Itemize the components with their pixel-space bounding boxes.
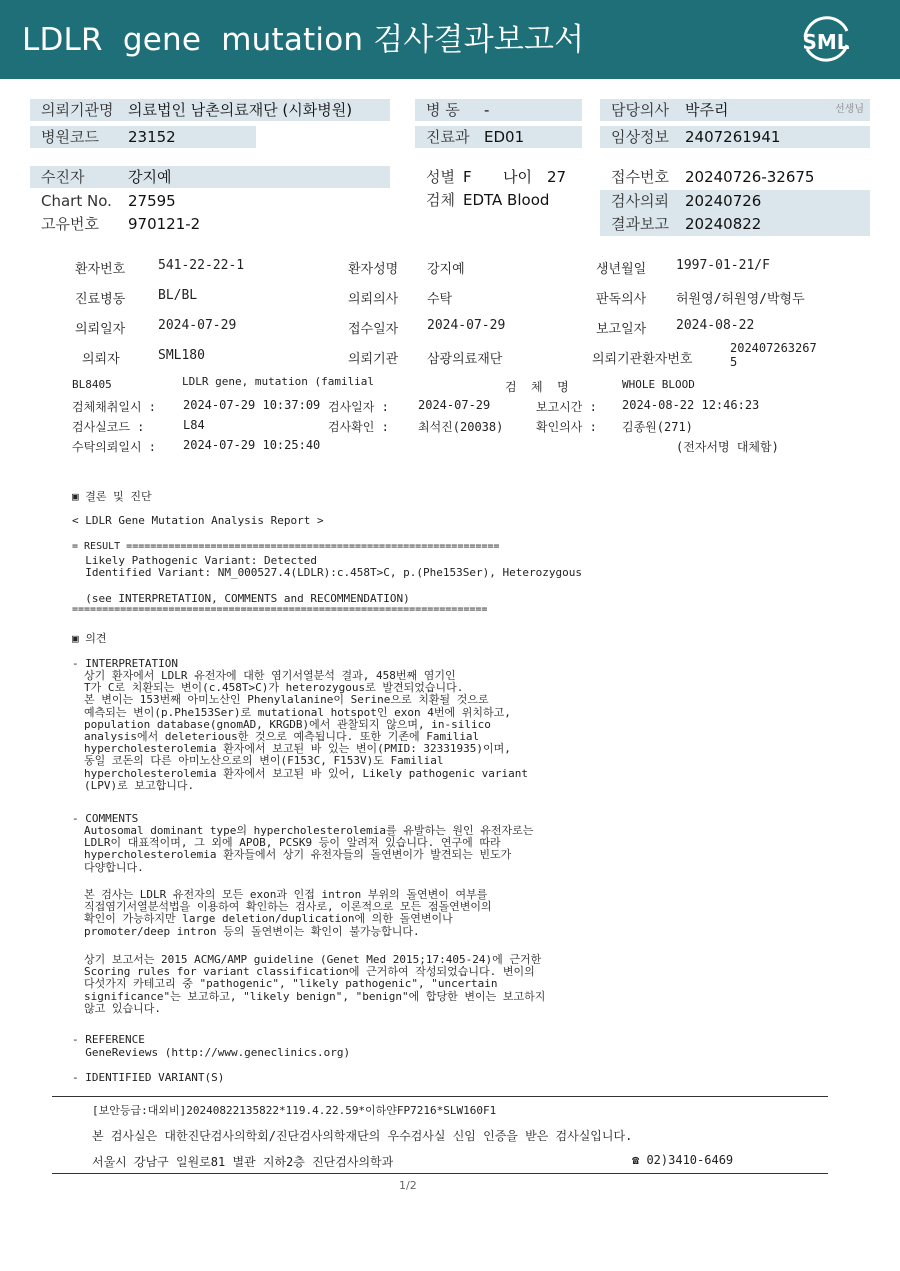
birth-label: 생년월일 [596,262,647,277]
test-name: LDLR gene, mutation (familial [182,375,375,388]
result-section-title: ▣ 결론 및 진단 [72,490,152,503]
doctor-suffix: 선생님 [835,104,864,115]
req-doctor-value: 수탁 [427,292,453,307]
report-time-value: 2024-08-22 12:46:23 [622,398,760,412]
requester-value: SML180 [158,348,205,363]
ward-label: 병 동 [426,101,460,119]
req-date-value: 2024-07-29 [158,318,237,333]
esign-note: (전자서명 대체함) [676,440,779,454]
comments-heading: - COMMENTS [72,812,139,825]
req-inst-label: 의뢰기관 [348,352,399,367]
room-value: L84 [183,418,205,432]
req-inst-value: 삼광의료재단 [427,352,503,367]
address-line: 서울시 강남구 일원로81 별관 지하2층 진단검사의학과 [92,1155,394,1169]
age-label: 나이 [503,168,532,186]
opinion-title: ▣ 의견 [72,632,107,645]
reader-label: 판독의사 [596,292,647,307]
hospital-code-value: 23152 [128,128,176,146]
chart-field [30,190,390,212]
report-time-label: 보고시간 : [536,400,597,414]
collect-value: 2024-07-29 10:37:09 [183,398,321,412]
requester-label: 의뢰자 [82,352,120,367]
ward-field [415,99,582,121]
institution-value: 의료법인 남촌의료재단 (시화병원) [128,101,353,119]
clinical-label: 임상정보 [611,128,669,146]
req-inst-patient-label: 의뢰기관환자번호 [592,352,693,367]
report-title: LDLR gene mutation 검사결과보고서 [22,22,585,58]
report-label: 결과보고 [611,215,669,233]
result-line-1: Likely Pathogenic Variant: Detected [72,554,318,567]
receipt-label: 접수번호 [611,168,669,186]
logo-text: SML [802,30,850,54]
footer-top-divider [52,1096,828,1097]
page-number: 1/2 [399,1179,417,1192]
header-banner [0,0,900,79]
ward-value: - [484,101,490,119]
specimen-value: EDTA Blood [463,191,550,209]
unique-value: 970121-2 [128,215,201,233]
sex-label: 성별 [426,168,455,186]
sml-logo [797,11,855,67]
birth-value: 1997-01-21/F [676,258,770,273]
chart-label: Chart No. [41,192,112,210]
patient-value: 강지예 [128,168,172,186]
confirm-doc-value: 김종원(271) [622,420,693,434]
req-inst-patient-value-1: 202407263267 [730,341,817,355]
report-value: 20240822 [685,215,762,233]
patient-field [30,166,390,188]
patient-label: 수진자 [41,168,85,186]
reader-value: 허원영/허원영/박형두 [676,292,805,307]
dept-value: ED01 [484,128,525,146]
reference-text: GeneReviews (http://www.geneclinics.org) [72,1046,351,1059]
dept-label: 진료과 [426,128,470,146]
institution-label: 의뢰기관명 [41,101,114,119]
test-date-label: 검사일자 : [328,400,389,414]
end-rule: ===================================================================== [72,604,488,615]
hospital-code-label: 병원코드 [41,128,99,146]
specimen-field [415,189,595,211]
doctor-label: 담당의사 [611,101,669,119]
confirm-value: 최석진(20038) [418,420,504,434]
receipt-value: 20240726-32675 [685,168,815,186]
consign-label: 수탁의뢰일시 : [72,440,157,454]
patient-name-label: 환자성명 [348,262,399,277]
unique-field [30,213,390,235]
request-report-field [600,190,870,236]
comments-para-1: Autosomal dominant type의 hypercholesterolemia를 유발하는 원인 유전자로는 LDLR이 대표적이며, 그 외에 APOB, PCSK9 등이 알려져 있습니다. 연구에 따라 hypercholesterolemia 환자들에서 상기 유전자들의 돌연변이가 발견되는 빈도가 다양합니다. [84,824,534,874]
see-line: (see INTERPRETATION, COMMENTS and RECOMMENDATION) [72,592,410,605]
test-code: BL8405 [72,378,112,391]
receipt-field [600,166,870,188]
doctor-field [600,99,870,121]
req-inst-patient-value-2: 5 [730,355,738,369]
identified-variant-heading: - IDENTIFIED VARIANT(S) [72,1071,225,1084]
result-line-2: Identified Variant: NM_000527.4(LDLR):c.458T>C, p.(Phe153Ser), Heterozygous [72,566,582,579]
interpretation-text: 상기 환자에서 LDLR 유전자에 대한 염기서열분석 결과, 458번째 염기인 T가 C로 치환되는 변이(c.458T>C)가 heterozygous로 발견되었습니다. 본 변이는 153번째 아미노산인 Phenylalanine이 Serine으로 치환될 것으로 예측되는 변이(p.Phe153Ser)로 mutational hotspot인 exon 4번에 위치하고, population database(gnomAD, KRGDB)에서 관찰되지 않으며, in-silico analysis에서 deleterious한 것으로 예측됩니다. 또한 기존에 Familial hypercholesterolemia 환자에서 보고된 바 있는 변이(PMID: 32331935)이며, 동일 코돈의 다른 아미노산으로의 변이(F153C, F153V)도 Familial hypercholesterolemia 환자에서 보고된 바 있어, Likely pathogenic variant (LPV)로 보고합니다. [84,669,529,792]
interpretation-heading: - INTERPRETATION [72,657,178,670]
unique-label: 고유번호 [41,215,99,233]
req-doctor-label: 의뢰의사 [348,292,399,307]
request-value: 20240726 [685,192,762,210]
patient-name-value: 강지예 [427,262,465,277]
clinical-value: 2407261941 [685,128,781,146]
req-date-label: 의뢰일자 [75,322,126,337]
certification-line: 본 검사실은 대한진단검사의학회/진단검사의학재단의 우수검사실 신임 인증을 받은 검사실입니다. [92,1129,633,1143]
recv-date-value: 2024-07-29 [427,318,506,333]
ward-detail-value: BL/BL [158,288,198,303]
recv-date-label: 접수일자 [348,322,399,337]
chart-value: 27595 [128,192,176,210]
sex-age-field [415,166,595,188]
age-value: 27 [547,168,567,186]
dept-field [415,126,582,148]
patient-no-value: 541-22-22-1 [158,258,245,273]
reference-heading: - REFERENCE [72,1033,145,1046]
test-specimen-label: 검 체 명 [505,380,569,394]
confirm-doc-label: 확인의사 : [536,420,597,434]
institution-field [30,99,390,121]
confirm-label: 검사확인 : [328,420,389,434]
report-date-label: 보고일자 [596,322,647,337]
result-rule: = RESULT ============================================================== [72,541,500,552]
doctor-value: 박주리 [685,101,729,119]
consign-value: 2024-07-29 10:25:40 [183,438,321,452]
request-label: 검사의뢰 [611,192,669,210]
comments-para-2: 본 검사는 LDLR 유전자의 모든 exon과 인접 intron 부위의 돌연변이 여부를 직접염기서열분석법을 이용하여 확인하는 검사로, 이론적으로 모든 점돌연변이의 확인이 가능하지만 large deletion/duplication에 의한 돌연변이나 promoter/deep intron 등의 돌연변이는 확인이 불가능합니다. [84,888,492,938]
comments-para-3: 상기 보고서는 2015 ACMG/AMP guideline (Genet Med 2015;17:405-24)에 근거한 Scoring rules for variant classification에 근거하여 작성되었습니다. 변이의 다섯가지 카테고리 중 "pathogenic", "likely pathogenic", "uncertain significance"는 보고하고, "likely benign", "benign"에 합당한 변이는 보고하지 않고 있습니다. [84,953,546,1015]
test-specimen-value: WHOLE BLOOD [622,378,695,391]
clinical-field [600,126,870,148]
test-date-value: 2024-07-29 [418,398,491,412]
room-label: 검사실코드 : [72,420,145,434]
report-name: < LDLR Gene Mutation Analysis Report > [72,514,324,527]
phone-line: ☎ 02)3410-6469 [632,1153,734,1167]
footer-bottom-divider [52,1173,828,1174]
collect-label: 검체채취일시 : [72,400,157,414]
security-line: [보안등급:대외비]20240822135822*119.4.22.59*이하얀FP7216*SLW160F1 [92,1104,497,1117]
ward-detail-label: 진료병동 [75,292,126,307]
sex-value: F [463,168,472,186]
specimen-label: 검체 [426,191,455,209]
patient-no-label: 환자번호 [75,262,126,277]
hospital-code-field [30,126,256,148]
report-date-value: 2024-08-22 [676,318,755,333]
